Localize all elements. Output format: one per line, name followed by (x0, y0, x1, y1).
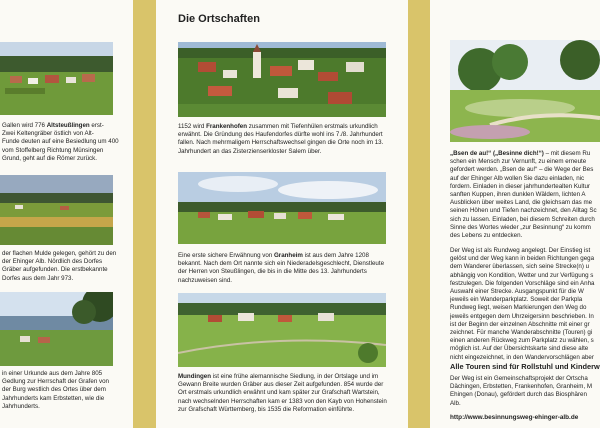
right-panel (430, 0, 600, 428)
left-panel (0, 0, 133, 428)
path-photo (450, 40, 600, 142)
left-paragraph-3: in einer Urkunde aus dem Jahre 805 Gedlung zur Herrschaft der Grafen von der Burg westlich des Ortes über dem Jahrhunderts kam Erbstetten, wie die Jahrhunderts. (2, 370, 109, 410)
left-paragraph-1: Gallen wird 776 Altsteußlingen erst- Zwei Keltengräber östlich von Alt- Funde deuten auf eine Besiedlung um 400 vom Stoffelberg Richtung Münsingen Grund, geht auf die Römer zurück. (2, 122, 119, 162)
village-photo-altsteusslingen (0, 42, 113, 115)
middle-paragraph-mundingen: Mundingen ist eine frühe alemannische Siedlung, in der Ortslage und im Gewann Breite wurden Gräber aus dieser Zeit aufgefunden. 854 wurde der Ort erstmals urkundlich erwähnt und kam später zur Grafschaft Wartstein, nach wechselnden Herrschaften kam er 1383 von den Kayb von Hohenstein zur Grafschaft Württemberg, bis 1535 die Reformation einführte. (178, 373, 387, 413)
right-paragraph-1: „Bsen de au!“ („Besinne dich!“) – mit diesem Ru schen ein Mensch zur Vernunft, zu einem erneute gefordert werden. „Bsen de au!“ – die Wege der Bes auf der Ehinger Alb wollen Sie dazu einladen, nic fordern. Einladen in dieser jahrhundertealten Kultur sanften Kuppen, ihren dunklen Wäldern, lichten A Ausblicken über weites Land, die gleichsam das me seinen Höhen und Tiefen nachzeichnet, den Alltag Sc sich zu lassen. Einladen, bei diesem Schreiten durch Sinne des Wortes wieder „zur Besinnung“ zu komm des Lebens zu entdecken. (450, 150, 597, 240)
village-photo-fields (0, 175, 113, 245)
right-paragraph-2: Der Weg ist als Rundweg angelegt. Der Einstieg ist gelöst und der Weg kann in beiden Richtungen gega dem Wanderer überlassen, sich seine Strecke(n) u abhängig von Kondition, Wetter und zur Verfügung s festzulegen. Die folgenden Vorschläge sind ein Anha Auswahl einer Strecke. Ausgangspunkt für die W jeweils ein Wanderparkplatz. Soweit der Parkpla Rundweg liegt, weisen Markierungen den Weg do jeweils entgegen dem Uhrzeigersinn beschrieben. In ist der Beginn der einzelnen Abschnitte mit einer gr zeichnet. Für manche Wanderabschnitte (Touren) gi einen anderen Rückweg zum Parkplatz zu wählen, s möglich ist. Auf der Übersichtskarte sind diese alte nicht eingezeichnet, in den Wandervorschlägen aber (450, 247, 595, 361)
accessibility-heading: Alle Touren sind für Rollstuhl und Kinderw (450, 362, 600, 371)
village-photo-granheim (178, 172, 386, 244)
village-photo-mundingen (178, 293, 386, 367)
village-photo-frankenhofen (178, 42, 386, 117)
middle-panel (156, 0, 408, 428)
middle-paragraph-frankenhofen: 1152 wird Frankenhofen zusammen mit Tiefenhülen erstmals urkundlich erwähnt. Die Gründung des Haufendorfes dürfte wohl ins 7./8. Jahrhundert fallen. Nach mehrmaligem Herrschaftswechsel gingen die Orte noch im 13. Jahrhundert an das Zisterzienserkloster Salem über. (178, 123, 384, 155)
website-link[interactable]: http://www.besinnungsweg-ehinger-alb.de (450, 414, 579, 421)
left-paragraph-2: der flachen Mulde gelegen, gehört zu den der Ehinger Alb. Nördlich des Dorfes Gräber aufgefunden. Die erstbekannte Dorfes aus dem Jahr 973. (2, 250, 117, 282)
page-title: Die Ortschaften (178, 13, 260, 25)
right-paragraph-3: Der Weg ist ein Gemeinschaftsprojekt der Ortscha Dächingen, Erbstetten, Frankenhofen, Granheim, M Ehingen (Donau), gefördert durch das Biosphären Alb. (450, 375, 593, 407)
middle-paragraph-granheim: Eine erste sichere Erwähnung von Granheim ist aus dem Jahre 1208 bekannt. Nach dem Ort nannte sich ein Niederadelsgeschlecht, Dienstleute der Herren von Steußlingen, die bis in die Mitte des 13. Jahrhunderts nachzuweisen sind. (178, 252, 385, 284)
village-photo-erbstetten (0, 292, 113, 366)
